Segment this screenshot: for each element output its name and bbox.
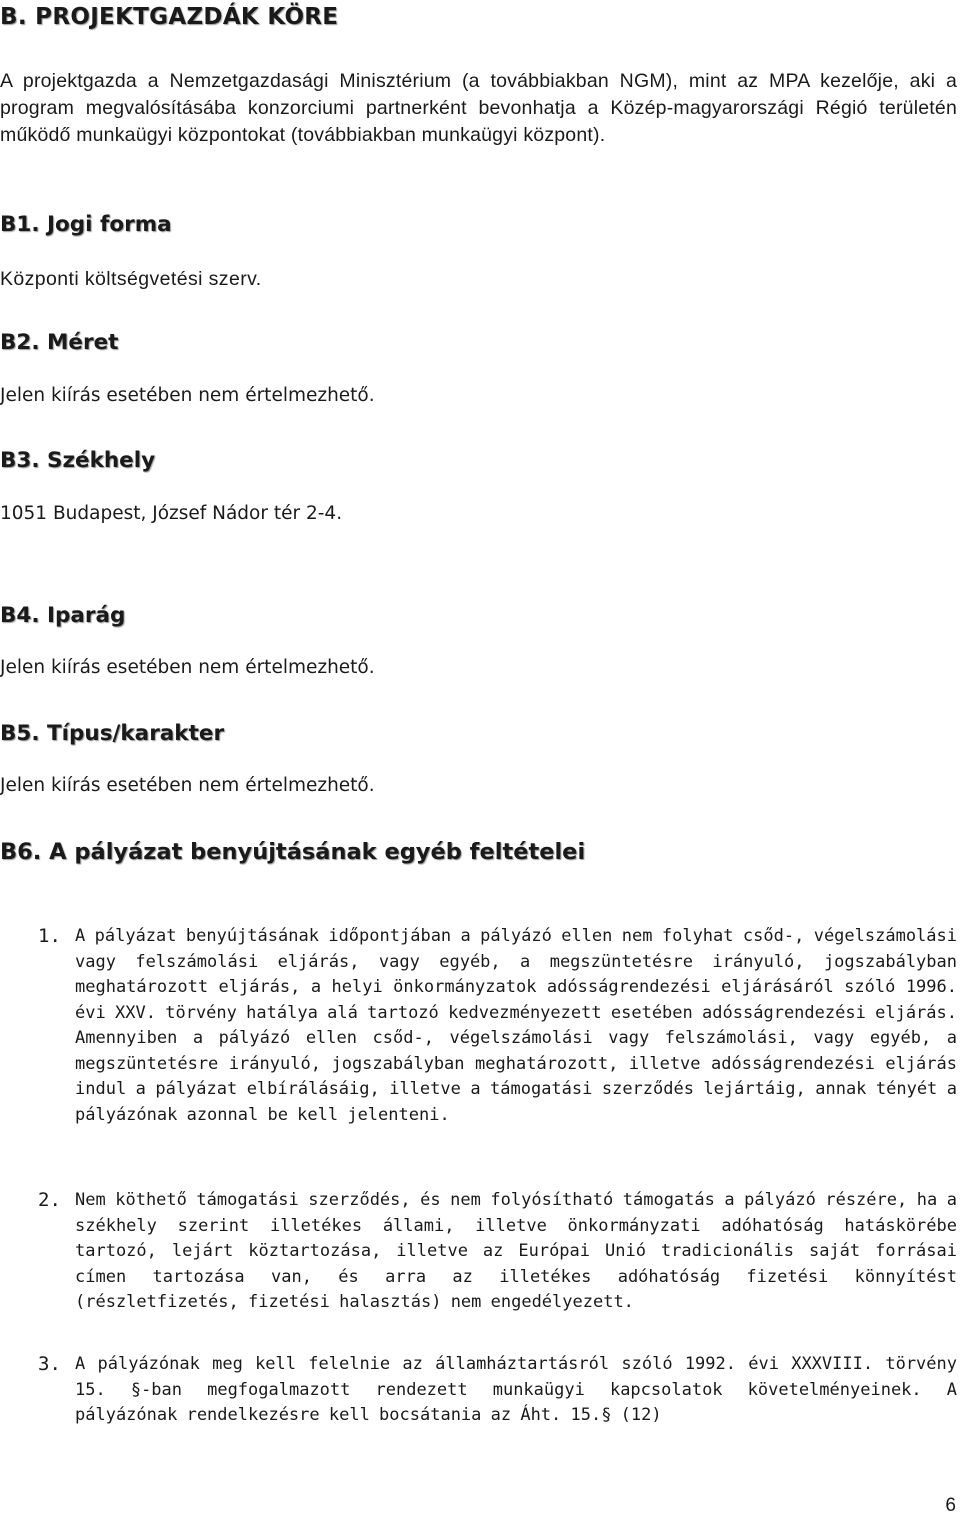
condition-item-1 — [38, 924, 957, 1154]
heading-b3: B3. Székhely — [0, 448, 156, 473]
condition-number: 1. — [38, 925, 61, 947]
condition-item-2 — [38, 1188, 957, 1318]
condition-text: A pályázónak meg kell felelnie az államháztartásról szóló 1992. évi XXXVIII. törvény 15. §-ban megfogalmazott rendezett munkaügyi kapcsolatok követelményeinek. A pályázónak rendelkezésre kell bocsátania az Áht. 15.§ (12) — [75, 1354, 957, 1425]
condition-text: A pályázat benyújtásának időpontjában a pályázó ellen nem folyhat csőd-, végelszámolási vagy felszámolási eljárás, vagy egyéb, a megszüntetésre irányuló, jogszabályban meghatározott eljárás, a helyi önkormányzatok adósságrendezési eljárásáról szóló 1996. évi XXV. törvény hatálya alá tartozó kedvezményezett esetében adósságrendezési eljárás. Amennyiben a pályázó ellen csőd-, végelszámolási vagy felszámolási, vagy egyéb, a megszüntetésre irányuló, jogszabályban meghatározott, illetve adósságrendezési eljárás indul a pályázat elbírálásáig, illetve a támogatási szerződés lejártáig, annak tényét a pályázónak azonnal be kell jelenteni. — [75, 926, 957, 1125]
heading-b4: B4. Iparág — [0, 603, 126, 628]
text-b4: Jelen kiírás esetében nem értelmezhető. — [0, 657, 375, 678]
section-title: B. PROJEKTGAZDÁK KÖRE — [0, 4, 339, 30]
heading-b5: B5. Típus/karakter — [0, 721, 225, 746]
heading-b1: B1. Jogi forma — [0, 212, 172, 237]
text-b2: Jelen kiírás esetében nem értelmezhető. — [0, 385, 375, 406]
page-number: 6 — [945, 1495, 956, 1516]
intro-paragraph: A projektgazda a Nemzetgazdasági Minisztérium (a továbbiakban NGM), mint az MPA kezelője, aki a program megvalósításába konzorciumi partnerként bevonhatja a Közép-magyarországi Régió területén működő munkaügyi központokat (továbbiakban munkaügyi központ). — [0, 70, 957, 146]
text-b1: Központi költségvetési szerv. — [0, 268, 262, 290]
text-b5: Jelen kiírás esetében nem értelmezhető. — [0, 775, 375, 796]
condition-item-3 — [38, 1352, 957, 1432]
heading-b2: B2. Méret — [0, 330, 119, 355]
text-b3: 1051 Budapest, József Nádor tér 2-4. — [0, 503, 343, 524]
condition-text: Nem köthető támogatási szerződés, és nem folyósítható támogatás a pályázó részére, ha a székhely szerint illetékes állami, illetve önkormányzati adóhatóság hatáskörébe tartozó, lejárt köztartozása, illetve az Európai Unió tradicionális saját forrásai címen tartozása van, és arra az illetékes adóhatóság fizetési könnyítést (részletfizetés, fizetési halasztás) nem engedélyezett. — [75, 1190, 957, 1312]
heading-b6: B6. A pályázat benyújtásának egyéb feltételei — [0, 839, 586, 865]
condition-number: 3. — [38, 1353, 61, 1375]
condition-number: 2. — [38, 1189, 61, 1211]
